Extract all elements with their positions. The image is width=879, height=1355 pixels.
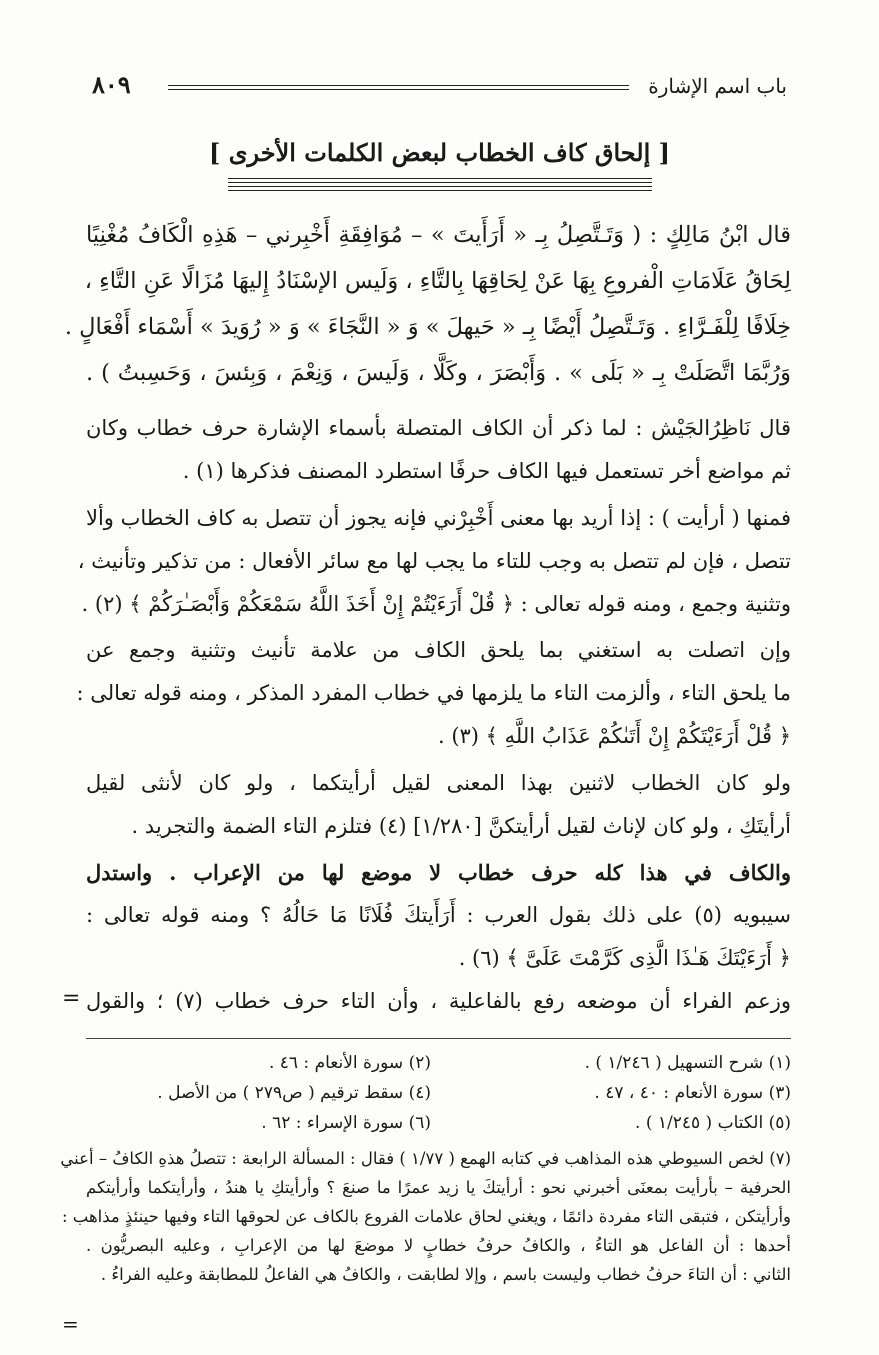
running-head — [92, 72, 787, 102]
matn-line: لِحَاقُ عَلَامَاتِ الْفروعِ بِهَا عَنْ لِحَاقِهَا بِالتَّاءِ ، وَلَيس الإسْنَادُ إِليهَا مُزَالًا عَنِ التَّاءِ ، — [84, 268, 791, 294]
text-line: ﴿ قُلْ أَرَءَيْتَكُمْ إِنْ أَتَىٰكُمْ عَذَابُ اللَّهِ ﴾ (٣) . — [437, 724, 791, 748]
paragraph-5 — [86, 851, 791, 980]
running-head-rule-lower — [168, 89, 629, 90]
matn-line: وَرُبَّمَا اتَّصَلَتْ بِـ « بَلَى » . وَأَبْصَرَ ، وكَلَّا ، وَلَيسَ ، وَنِعْمَ ، وَبِئسَ ، وَحَسِبتُ ) . — [86, 360, 791, 386]
text-line: والكاف في هذا كله حرف خطاب لا موضع لها من الإعراب . واستدل — [86, 860, 791, 885]
matn-line: قال ابْنُ مَالِكٍ : ( وَتَـتَّصِلُ بِـ « أَرَأَيتَ » – مُوَافِقَةِ أَخْبِرني – هَذِهِ الْكَافُ مُغْنِيًا — [86, 222, 791, 248]
matn-line: خِلَافًا لِلْفَـرَّاءِ . وَتَـتَّصِلُ أَيْضًا بِـ « حَيهلَ » وَ « النَّجَاءَ » وَ « رُوَيدَ » أَسْمَاء أَفْعَالٍ . — [64, 314, 791, 340]
paragraph-4 — [86, 762, 791, 848]
text-line: وإن اتصلت به استغني بما يلحق الكاف من علامة تأنيث وتثنية وجمع عن — [86, 638, 791, 662]
text-line: ما يلحق التاء ، وألزمت التاء ما يلزمها في خطاب المفرد المذكر ، ومنه قوله تعالى : — [76, 681, 791, 705]
paragraph-6 — [86, 980, 791, 1023]
footnote-separator — [86, 1038, 791, 1039]
paragraph-3 — [76, 629, 791, 758]
running-head-title: باب اسم الإشارة — [648, 74, 787, 98]
text-line: ثم مواضع أخر تستعمل فيها الكاف حرفًا استطرد المصنف فذكرها (١) . — [182, 459, 791, 483]
footnote-line: الحرفية – بأرأيت بمعنَى أخبرني نحو : أرأيتكَ يا زيد عمرًا ما صنعَ ؟ وأرأيتكِ يا هندُ ، وأرأيتكما وأرأيتكم — [86, 1178, 791, 1197]
text-line: ولو كان الخطاب لاثنين بهذا المعنى لقيل أرأيتكما ، ولو كان لأنثى لقيل — [86, 771, 791, 795]
text-line: فمنها ( أرأيت ) : إذا أريد بها معنى أَخْبِرْني فإنه يجوز أن تتصل به كاف الخطاب وألا — [86, 506, 791, 530]
text-line: ﴿ أَرَءَيْتَكَ هَـٰذَا الَّذِى كَرَّمْتَ عَلَىَّ ﴾ (٦) . — [458, 946, 791, 970]
footnote-line: الثاني : أن التاءَ حرفُ خطاب وليست باسم ، وإلا لطابقت ، والكافُ هي الفاعلُ للمطابقة وعليه الفراءُ . — [100, 1265, 791, 1284]
matn-block — [64, 212, 791, 396]
text-line: سيبويه (٥) على ذلك بقول العرب : أَرَأَيتكَ فُلَانًا مَا حَالُهُ ؟ ومنه قوله تعالى : — [86, 903, 792, 927]
heading-rule-2 — [228, 182, 652, 183]
text-line: قال نَاظِرُالجَيْش : لما ذكر أن الكاف المتصلة بأسماء الإشارة حرف خطاب وكان — [86, 416, 791, 440]
continuation-mark: = — [62, 1312, 79, 1336]
text-line: وزعم الفراء أن موضعه رفع بالفاعلية ، وأن التاء حرف خطاب (٧) ؛ والقول — [86, 989, 791, 1013]
footnote: (٥) الكتاب ( ١/٢٤٥ ) . — [635, 1113, 791, 1133]
page-number: ٨٠٩ — [92, 70, 131, 99]
footnote-line: وأرأيتكن ، فتبقى التاء مفردة دائمًا ، ويغني لحاق علامات الفروع بالكاف عن لحوقها التاء وفيها حينئذٍ مذاهب : — [61, 1207, 791, 1226]
footnote-line: أحدها : أن الفاعل هو التاءُ ، والكافُ حرفُ خطابٍ لا موضعَ لها من الإعرابِ ، وعليه البصريُّون . — [86, 1236, 791, 1255]
footnote: (١) شرح التسهيل ( ١/٢٤٦ ) . — [584, 1053, 791, 1073]
footnote-row — [86, 1048, 791, 1078]
paragraph-2 — [77, 497, 791, 626]
paragraph-1 — [86, 407, 791, 493]
continuation-mark: = — [62, 986, 81, 1011]
footnote-line: (٧) لخص السيوطي هذه المذاهب في كتابه الهمع ( ١/٧٧ ) فقال : المسألة الرابعة : تتصلُ هذهِ الكافُ – أعني — [60, 1149, 791, 1168]
footnote-row — [86, 1078, 791, 1108]
heading-rule-1 — [228, 178, 652, 179]
heading-rule-3 — [228, 186, 652, 187]
heading-rule-4 — [228, 190, 652, 191]
section-heading: [ إلحاق كاف الخطاب لبعض الكلمات الأخرى ] — [208, 138, 670, 167]
text-line: تتصل ، فإن لم تتصل به وجب للتاء ما يجب لها مع سائر الأفعال : من تذكير وتأنيث ، — [77, 549, 791, 573]
footnote: (٤) سقط ترقيم ( ص٢٧٩ ) من الأصل . — [157, 1083, 431, 1103]
footnote: (٦) سورة الإسراء : ٦٢ . — [261, 1113, 431, 1133]
footnote: (٣) سورة الأنعام : ٤٠ ، ٤٧ . — [594, 1083, 791, 1103]
footnote-row — [86, 1108, 791, 1138]
running-head-rule — [168, 85, 629, 86]
footnote-7 — [60, 1144, 791, 1289]
footnote: (٢) سورة الأنعام : ٤٦ . — [268, 1053, 431, 1073]
text-line: وتثنية وجمع ، ومنه قوله تعالى : ﴿ قُلْ أَرَءَيْتُمْ إِنْ أَخَذَ اللَّهُ سَمْعَكُمْ وَأَبْصَـٰرَكُمْ ﴾ (٢) . — [81, 592, 791, 616]
text-line: أرأيتَكِ ، ولو كان لإناث لقيل أرأيتكنَّ [١/٢٨٠] (٤) فتلزم التاء الضمة والتجريد . — [131, 814, 791, 838]
